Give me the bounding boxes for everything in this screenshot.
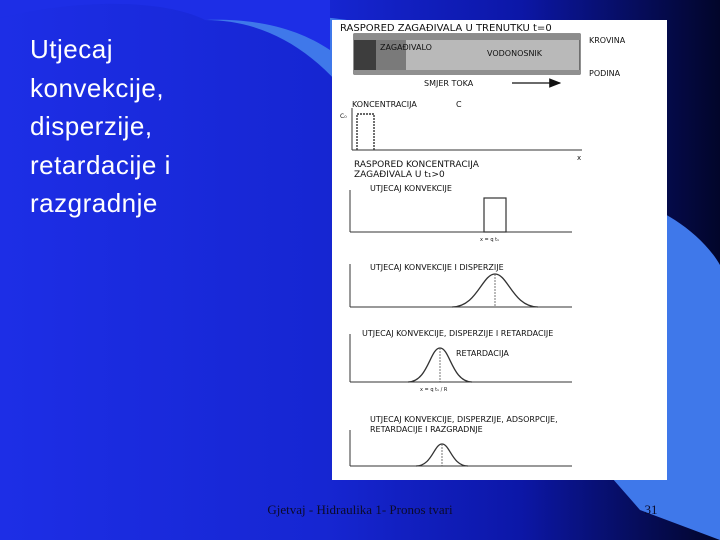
title-line-2: konvekcije, <box>30 72 165 103</box>
title-line-3: disperzije, <box>30 111 153 141</box>
retardacija-label: RETARDACIJA <box>456 349 509 358</box>
panel1-x-label: x = q t₁ <box>480 237 500 243</box>
panel1-pulse <box>484 198 506 232</box>
koncentracija-label: KONCENTRACIJA <box>352 100 417 109</box>
title-line-4: retardacije i <box>30 149 171 180</box>
slide-footer: Gjetvaj - Hidraulika 1- Pronos tvari <box>267 502 453 517</box>
transport-diagram <box>332 20 667 480</box>
initial-x-axis-label: x <box>577 154 582 162</box>
slide-title <box>30 30 320 223</box>
contaminant-slug <box>354 40 376 70</box>
c-symbol: C <box>456 100 462 109</box>
c0-label: C₀ <box>340 113 347 120</box>
panel3-x-label: x = q t₁ / R <box>420 387 448 393</box>
panel4-title-2: RETARDACIJE I RAZGRADNJE <box>370 425 483 434</box>
smjer-toka-label: SMJER TOKA <box>424 79 474 88</box>
title-line-5: razgradnje <box>30 188 158 218</box>
aquifer-bottom-layer <box>354 70 580 74</box>
krovina-label: KROVINA <box>589 36 626 45</box>
zagadivalo-label: ZAGAĐIVALO <box>380 43 432 52</box>
raspored-line-2: ZAGAĐIVALA U t₁>0 <box>354 170 445 180</box>
title-line-1: Utjecaj <box>30 34 113 64</box>
panel2-title: UTJECAJ KONVEKCIJE I DISPERZIJE <box>370 263 504 272</box>
page-number: 31 <box>644 502 658 517</box>
initial-pulse <box>357 114 374 150</box>
podina-label: PODINA <box>589 69 621 78</box>
panel3-title: UTJECAJ KONVEKCIJE, DISPERZIJE I RETARDACIJE <box>362 329 554 338</box>
aquifer-top-layer <box>354 34 580 40</box>
panel1-title: UTJECAJ KONVEKCIJE <box>370 184 452 193</box>
diagram-heading: RASPORED ZAGAĐIVALA U TRENUTKU t=0 <box>340 23 552 34</box>
vodonosnik-label: VODONOSNIK <box>487 49 543 58</box>
raspored-line-1: RASPORED KONCENTRACIJA <box>354 160 479 170</box>
panel4-title-1: UTJECAJ KONVEKCIJE, DISPERZIJE, ADSORPCIJE, <box>370 415 558 424</box>
